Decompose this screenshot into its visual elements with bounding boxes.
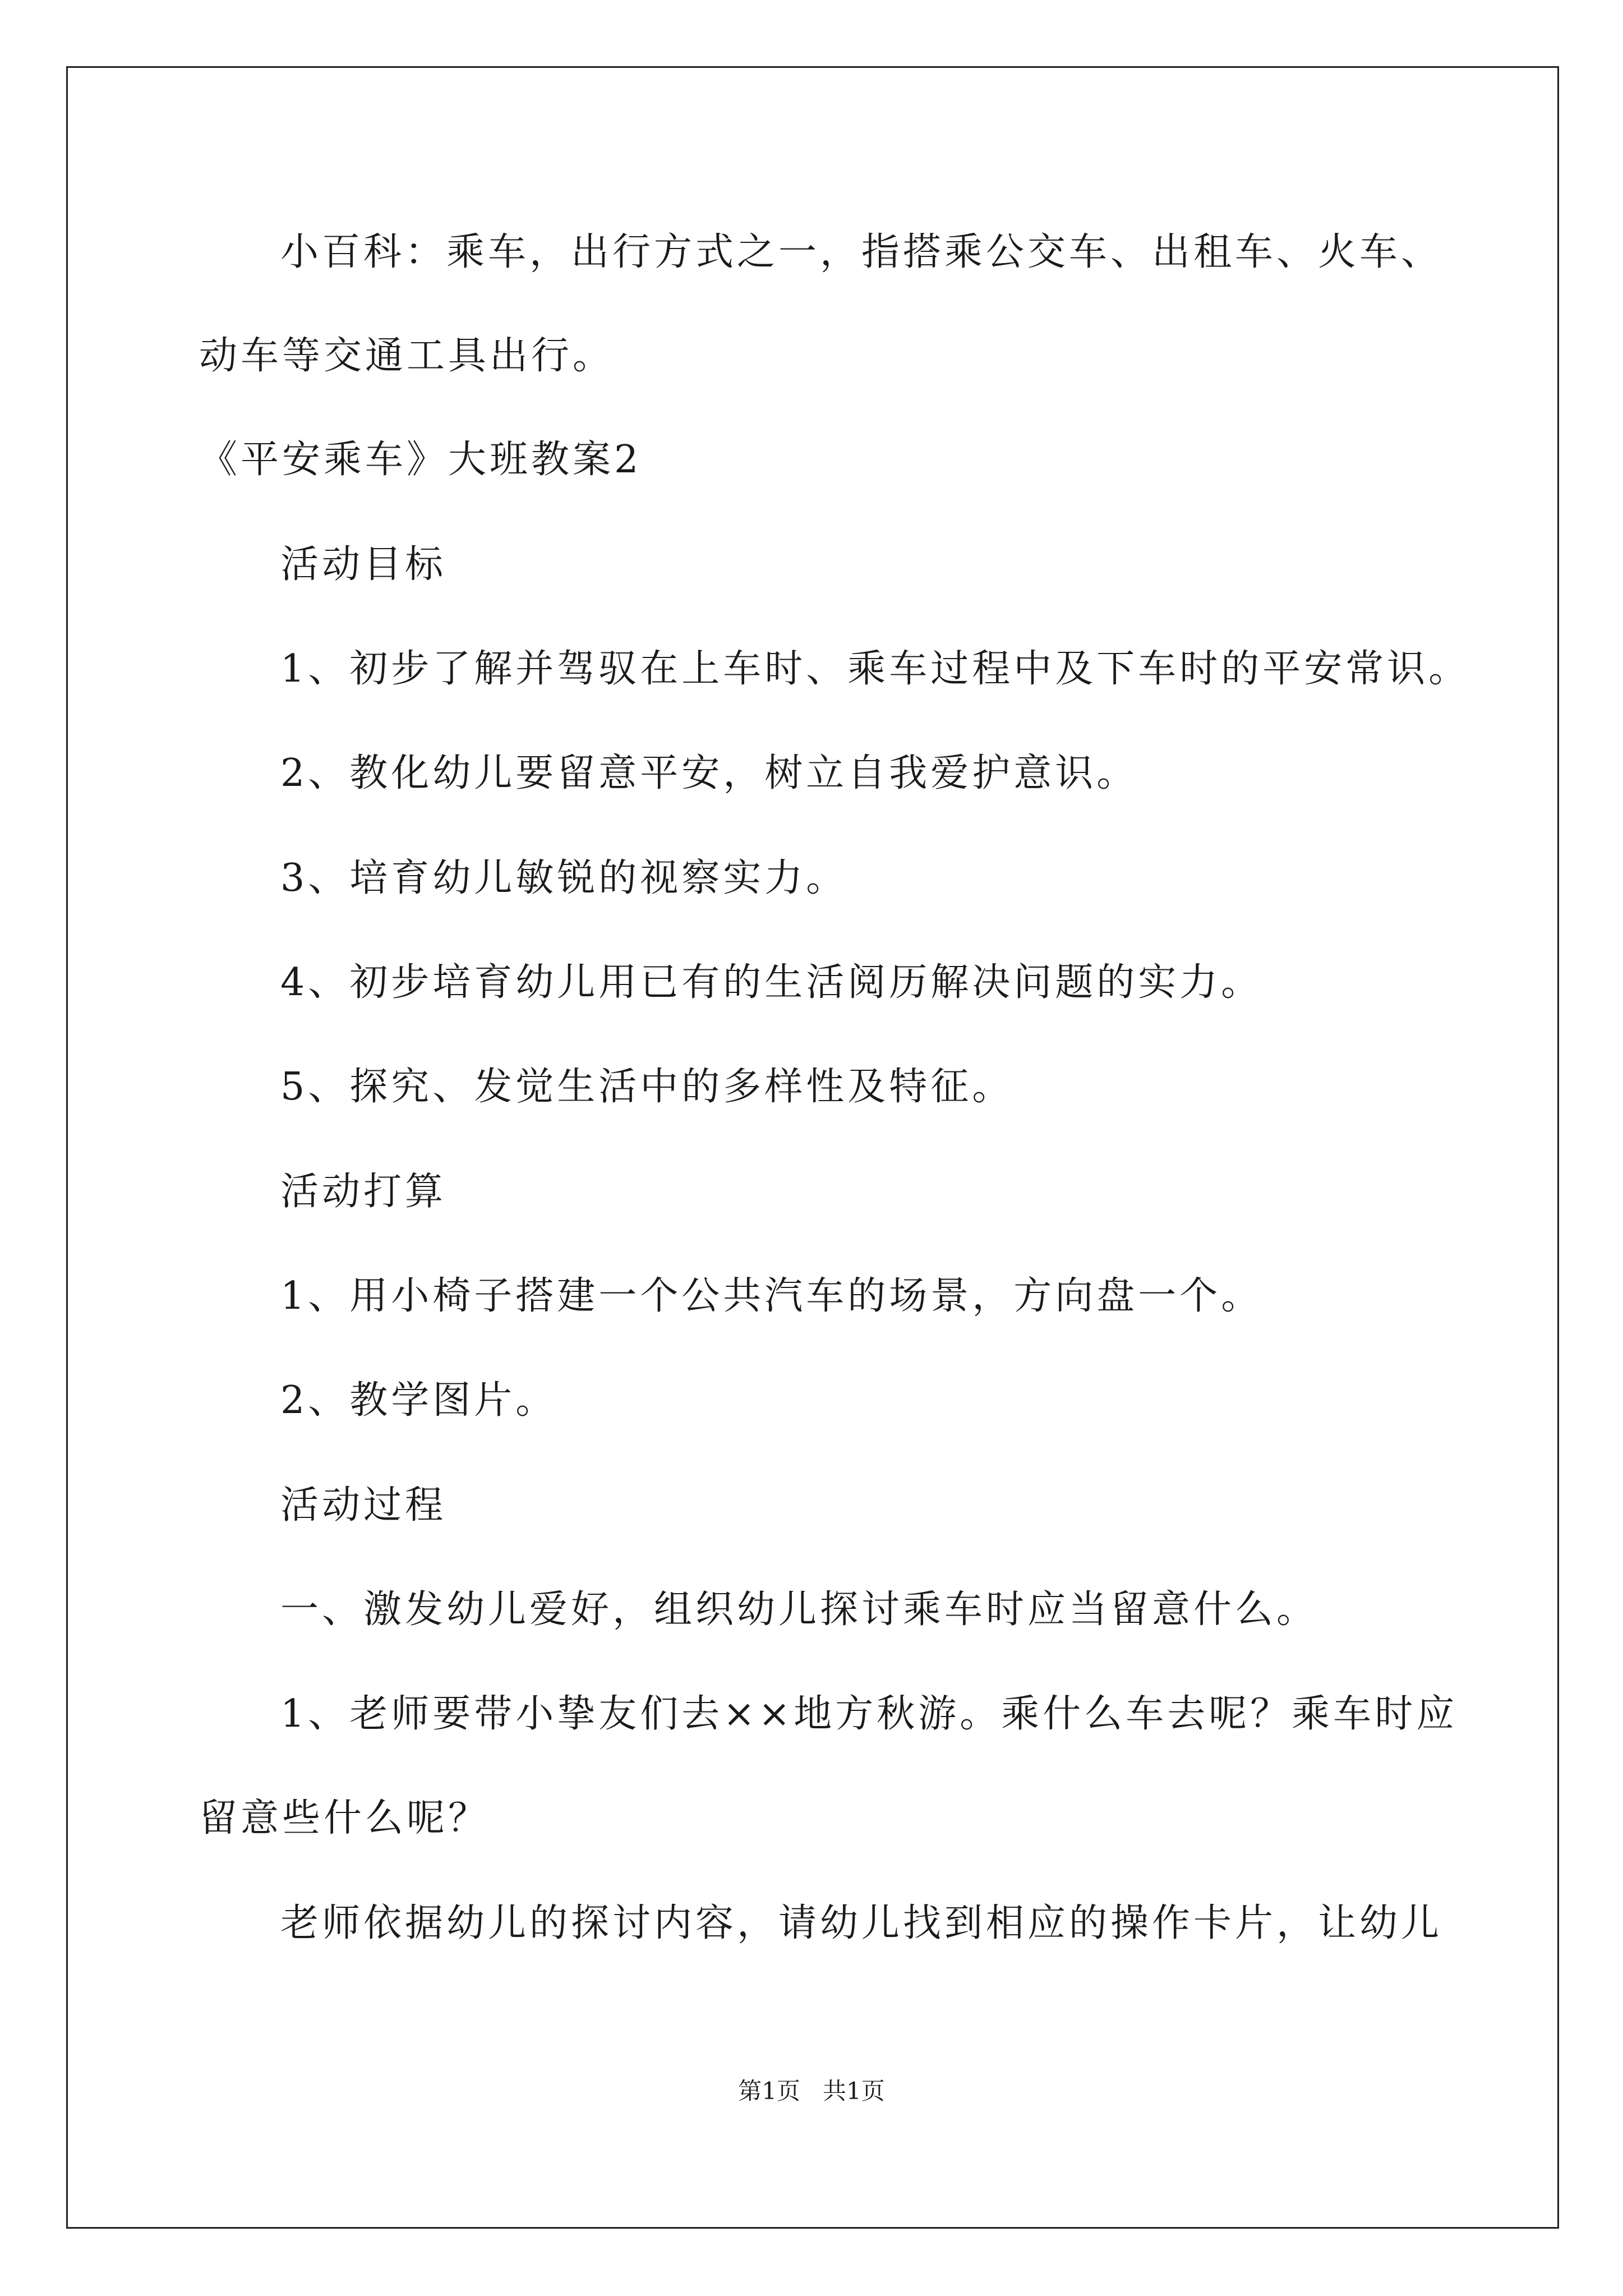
paragraph-line: 一、激发幼儿爱好，组织幼儿探讨乘车时应当留意什么。 [280,1588,1318,1632]
list-item: 1、初步了解并驾驭在上车时、乘车过程中及下车时的平安常识。 [280,647,1470,691]
section-heading: 活动目标 [280,542,447,587]
paragraph-line: 动车等交通工具出行。 [199,334,615,378]
list-item: 3、培育幼儿敏锐的视察实力。 [280,856,848,900]
paragraph-line: 小百科：乘车，出行方式之一，指搭乘公交车、出租车、火车、 [280,230,1443,274]
paragraph-line: 留意些什么呢？ [199,1796,490,1841]
section-title: 《平安乘车》大班教案2 [199,438,642,482]
list-item: 5、探究、发觉生活中的多样性及特征。 [280,1065,1014,1109]
paragraph-line: 老师依据幼儿的探讨内容，请幼儿找到相应的操作卡片，让幼儿 [280,1901,1443,1945]
page-number-footer: 第1页 共1页 [738,2077,885,2105]
paragraph-line: 1、老师要带小挚友们去××地方秋游。乘什么车去呢？乘车时应 [280,1692,1458,1736]
list-item: 2、教学图片。 [280,1378,557,1423]
section-heading: 活动过程 [280,1483,447,1527]
list-item: 4、初步培育幼儿用已有的生活阅历解决问题的实力。 [280,960,1263,1005]
section-heading: 活动打算 [280,1170,447,1214]
list-item: 1、用小椅子搭建一个公共汽车的场景，方向盘一个。 [280,1274,1263,1318]
list-item: 2、教化幼儿要留意平安，树立自我爱护意识。 [280,751,1138,795]
